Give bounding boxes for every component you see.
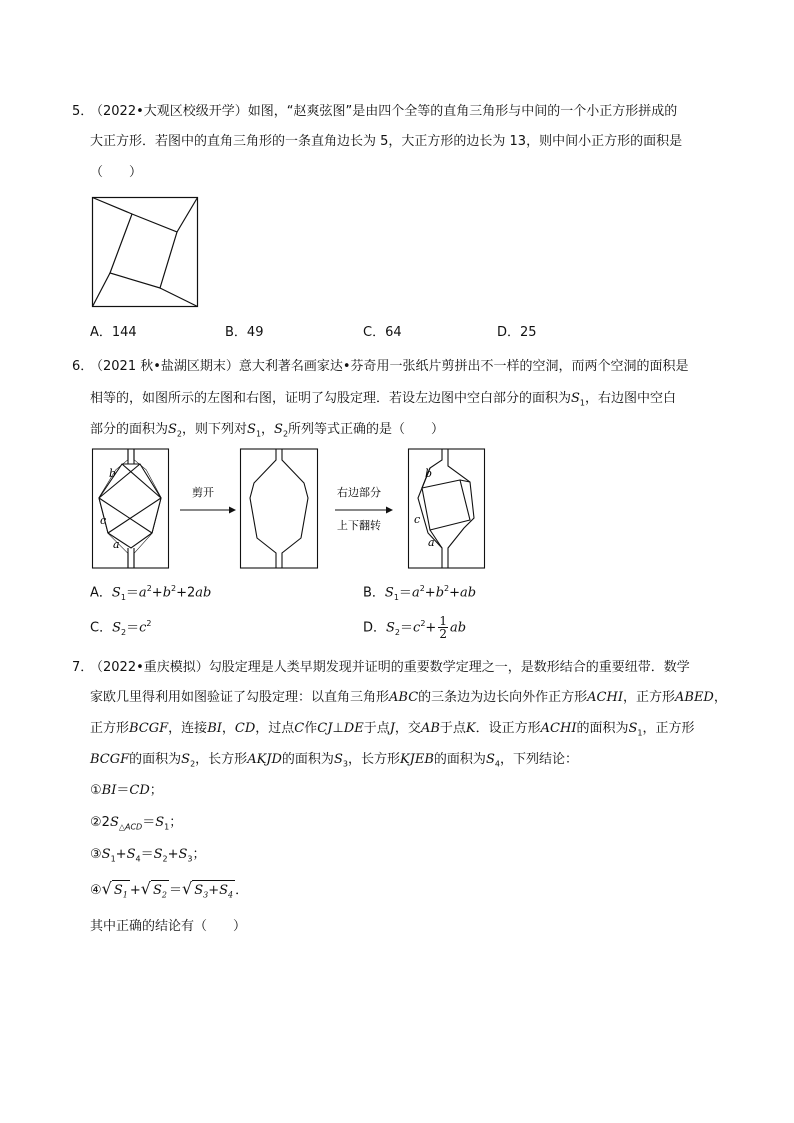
q5-option-d: D．25 [497,325,537,340]
q6-right-figure [409,449,485,568]
q7-conclusion-1: ①BI＝CD； [90,783,163,798]
q6-option-d-fraction: $\frac{1}{2}$ [439,614,447,642]
q6-davinci-figure [92,448,492,570]
q7-conclusion-2: $②2S_{\triangle ACD}=S_1$； [90,815,183,832]
q5-text-line2: 大正方形．若图中的直角三角形的一条直角边长为 5，大正方形的边长为 13，则中间小正方形的面积是 [90,134,683,149]
q5-zhaoshuang-figure [92,197,198,307]
q6-arrow-flip [335,485,393,532]
q6-right-label-b: b [425,467,433,480]
q7-final-question: 其中正确的结论有（ ） [90,919,247,934]
q5-triangle-edge-2 [177,198,198,233]
q7-conclusion-3: $③S_1+S_4=S_2+S_3$； [90,847,206,864]
q6-left-label-c: c [100,514,107,527]
q6-label-flip: 上下翻转 [337,519,381,532]
q6-middle-figure [241,449,318,568]
q6-number: 6． [72,359,94,374]
q7-text-line2: 家欧几里得利用如图验证了勾股定理：以直角三角形ABC的三条边为边长向外作正方形ACHI，正方形ABED， [90,690,727,705]
q6-option-a: A．$S_1=a^2+b^2+2ab$ [90,584,212,602]
q5-triangle-edge-3 [160,288,198,307]
q5-option-b: B．49 [225,325,264,340]
q5-option-c: C．64 [363,325,402,340]
q5-triangle-edge-4 [93,273,111,307]
q6-option-b: B．$S_1=a^2+b^2+ab$ [363,584,477,602]
q6-label-cut: 剪开 [192,486,214,499]
q6-right-label-c: c [414,513,421,526]
q7-text-line1: （2022•重庆模拟）勾股定理是人类早期发现并证明的重要数学定理之一，是数形结合的重要纽带．数学 [90,660,690,675]
q6-arrow-cut [180,486,236,514]
q5-inner-square [110,214,177,288]
q5-text-line3: （ ） [90,165,143,180]
q5-number: 5． [72,104,94,119]
q6-left-figure [93,449,169,568]
q5-text-line1: （2022•大观区校级开学）如图，“赵爽弦图”是由四个全等的直角三角形与中间的一个小正方形拼成的 [90,104,678,119]
q6-text-line1: （2021 秋•盐湖区期末）意大利著名画家达•芬奇用一张纸片剪拼出不一样的空洞，而两个空洞的面积是 [90,359,689,374]
q7-number: 7． [72,660,94,675]
q7-conclusion-4: ④√ $S_1$ +√ $S_2$ ＝√ $S_3+S_4$ ． [90,879,248,906]
q5-option-a: A．144 [90,325,137,340]
q5-triangle-edge-1 [93,198,133,215]
q6-label-right-part: 右边部分 [337,486,381,499]
q6-option-c: C．$S_2=c^2$ [90,619,152,637]
q7-text-line4: BCGF的面积为$S_2$，长方形AKJD的面积为$S_3$，长方形KJEB的面积为$S_4$，下列结论： [90,752,578,769]
q6-left-label-a: a [113,538,120,551]
q6-right-label-a: a [428,536,435,549]
q7-text-line3: 正方形BCGF，连接BI，CD，过点C作CJ⊥DE于点J，交AB于点K．设正方形ACHI的面积为$S_1$，正方形 [90,721,695,738]
q5-outer-square [93,198,198,307]
q6-option-d: D．$S_2=c^2+$ $\frac{1}{2}$ ab [363,614,467,642]
q6-text-line3: 部分的面积为$S_2$，则下列对$S_1$，$S_2$所列等式正确的是（ ） [90,422,445,439]
q6-left-label-b: b [109,467,117,480]
q6-text-line2: 相等的，如图所示的左图和右图，证明了勾股定理．若设左边图中空白部分的面积为$S_1$，右边图中空白 [90,391,677,408]
